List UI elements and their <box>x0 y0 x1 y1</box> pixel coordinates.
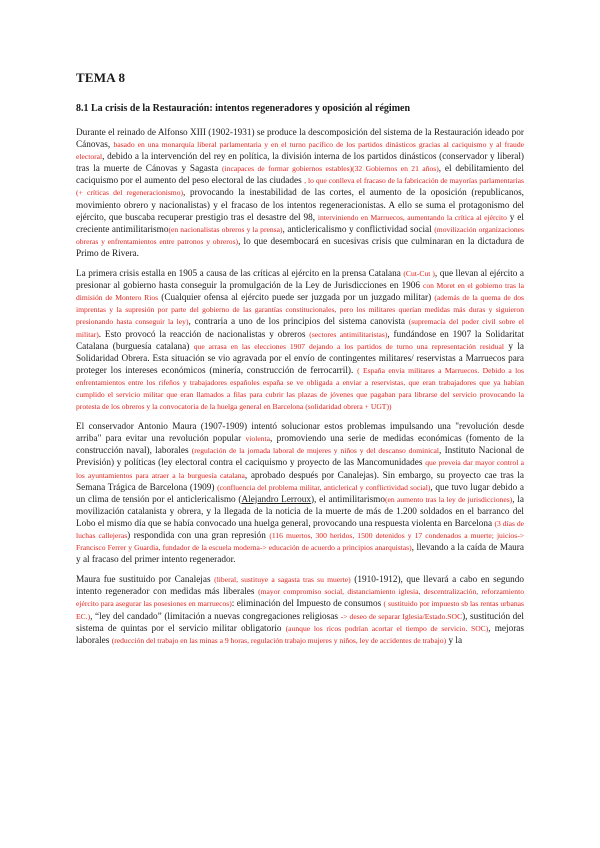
body-text: (1910-1912), que llevará a cabo en segundo intento regenerador con medidas más liberales <box>76 575 525 598</box>
body-text: , que llevan al ejército a presionar al gobierno hasta conseguir la promulgación de la Ley de Jurisdicciones en 1906 <box>76 269 524 292</box>
body-text: : eliminación del Impuesto de consumos <box>231 599 384 610</box>
annotation-note: violenta <box>245 434 270 444</box>
annotation-note: (en nacionalistas obreros y la prensa) <box>168 224 283 234</box>
body-text: . Esto provocó la reacción de nacionalistas y obreros <box>98 329 310 340</box>
annotation-note: (Cut-Cut ) <box>403 269 435 279</box>
annotation-note: (movilización organizaciones obreras y enfrentamientos entre patronos y obreros) <box>76 224 524 246</box>
body-text: , Instituto Nacional de Previsión) y políticas (ley electoral contra el caciquismo y proyecto de las Mancomunidades <box>76 446 525 469</box>
body-paragraph <box>76 268 524 413</box>
body-text: ), sustitución del sistema de quintas por el servicio militar obligatorio <box>76 611 524 634</box>
body-text: y la <box>446 635 463 646</box>
annotation-note: (regulación de la jornada laboral de mujeres y niños y del descanso dominical <box>191 446 440 456</box>
annotation-note: , lo que conlleva el fracaso de la fabricación de mayorías parlamentarias (+ críticas del regeneracionismo) <box>76 176 524 198</box>
annotation-note: (aunque los ricos podrían acortar el tiempo de servicio. SOC) <box>285 623 489 633</box>
annotation-note: (en aumento tras la ley de jurisdicciones) <box>384 494 513 504</box>
annotation-note: que preveía dar mayor control a los ayuntamientos para atraer a la burguesía catalana <box>76 458 524 480</box>
body-text: , promoviendo una serie de medidas económicas (fomento de la construcción naval), laborales <box>76 434 524 457</box>
body-text: , que tuvo lugar debido a un clima de tensión por el anticlericalismo ( <box>76 482 524 505</box>
underlined-text: Alejandro Lerroux <box>241 494 311 505</box>
body-paragraph <box>76 574 524 647</box>
body-text: , lo que desembocará en sucesivas crisis que culminaran en la dictadura de Primo de Rivera. <box>76 236 524 259</box>
body-text: , la movilización catalanista y obrera, y la llegada de la noticia de la muerte de más de 1.200 soldados en el barranco del Lobo el mismo día que se había convocado una huelga general, provocando una respuesta violenta en Barcelona <box>76 494 524 529</box>
body-text: , aprobado después por Canalejas). Sin embargo, su proyecto cae tras la Semana Trágica de Barcelona (1909) <box>76 470 524 493</box>
annotation-note: (mayor compromiso social, distanciamiento iglesia, descentralización, reforzamiento ejército para asegurar las posesiones en marruecos) <box>76 587 524 609</box>
body-text: y la Solidaridad Obrera. Esta situación se vio agravada por el envío de contingentes militares/ reservistas a Marruecos para proteger los intereses económicos (minería, construcción de ferrocarril). <box>76 341 524 376</box>
body-text: El conservador Antonio Maura (1907-1909) intentó solucionar estos problemas impulsando una "revolución desde arriba" para evitar una revolución popular <box>76 422 524 445</box>
annotation-note: (reducción del trabajo en las minas a 9 horas, regulación trabajo mujeres y niños, ley de accidentes de trabajo) <box>111 635 447 645</box>
annotation-note: (confluencia del problema militar, anticlerical y conflictividad social) <box>217 482 431 492</box>
body-text: La primera crisis estalla en 1905 a causa de las críticas al ejército en la prensa Catalana <box>76 269 404 280</box>
annotation-note: (sectores antimilitaristas) <box>309 329 388 339</box>
annotation-note: (liberal, sustituye a sagasta tras su muerte) <box>214 575 351 585</box>
body-text: ), el antimilitarismo <box>310 494 385 505</box>
annotation-note: -> deseo de separar Iglesia/Estado.SOC <box>340 611 463 621</box>
body-text: , anticlericalismo y conflictividad social <box>282 224 435 235</box>
annotation-note: (3 días de luchas callejeras <box>76 518 524 540</box>
body-text: , fundándose en 1907 la Solidaritat Catalana (burguesía catalana) <box>76 329 524 352</box>
body-text: , el debilitamiento del caciquismo por el aumento del peso electoral de las ciudades <box>76 164 524 187</box>
body-text: Durante el reinado de Alfonso XIII (1902-1931) se produce la descomposición del sistema de la Restauración ideado por Cánovas, <box>76 128 524 151</box>
body-text: , “ley del candado” (limitación a nuevas congregaciones religiosas <box>90 611 341 622</box>
annotation-note: basado en una monarquía liberal parlamentaria y en el turno pacífico de los partidos dinásticos gracias al caciquismo y al fraude electoral <box>76 140 524 162</box>
body-text: , mejoras laborales <box>76 623 524 646</box>
body-text: (Cualquier ofensa al ejército puede ser juzgada por un juzgado militar) <box>158 293 435 304</box>
body-paragraph <box>76 421 524 566</box>
annotation-note: (además de la quema de dos imprentas y la supresión por parte del gobierno de las garantías constitucionales, pero los militares querían medidas más duras y siguieron presionando hasta conseguir la ley) <box>76 293 524 327</box>
annotation-note: (116 muertos, 300 heridos, 1500 detenidos y 17 condenados a muerte; juicios-> Francisco Ferrer y Guardia, fundador de la escuela moderna-> educación de acuerdo a principios anarquistas) <box>76 531 525 553</box>
annotation-note: interviniendo en Marruecos, aumentando la crítica al ejército <box>317 212 507 222</box>
annotation-note: ( sustituido por impuesto sb las rentas urbanas EC.) <box>76 599 524 621</box>
body-text: , llevando a la caída de Maura y al fracaso del primer intento regenerador. <box>76 543 524 566</box>
body-text: ) respondida con una gran represión <box>127 531 270 541</box>
annotation-note: ( España envía militares a Marruecos. Debido a los enfrentamientos entre los rifeños y trabajadores españoles españa se ve obligada a enviar a reservistas, que eran trabajadores que ya habían cumplido el servicio militar que eran llamados a filas para cubrir las plazas de jóvenes que pagaban para librarse del servicio provocando la protesta de los obreros y la convocatoria de la huelga general en Barcelona (solidaridad obrera + UGT)) <box>76 365 524 412</box>
document-content <box>76 70 524 655</box>
annotation-note: con Moret en el gobierno tras la dimisión de Montero Rios <box>76 281 524 303</box>
section-heading: 8.1 La crisis de la Restauración: intentos regeneradores y oposición al régimen <box>76 103 411 114</box>
body-text: , provocando la inestabilidad de las cortes, el aumento de la oposición (republicanos, movimiento obrero y nacionalistas) y el fracaso de los intentos regeneracionistas. A ello se suma el protagonismo del ejército, que buscaba recuperar prestigio tras el desastre del 98, <box>76 188 524 223</box>
paragraphs-container <box>76 127 524 647</box>
body-text: , contraria a uno de los principios del sistema canovista <box>188 317 409 328</box>
annotation-note: (incapaces de formar gobiernos estables)(32 Gobiernos en 21 años) <box>222 164 439 174</box>
annotation-note: (supremacía del poder civil sobre el militar) <box>76 317 524 339</box>
annotation-note: que arrasa en las elecciones 1907 dejando a los partidos de turno una representación residual <box>193 341 504 351</box>
body-text: Maura fue sustituido por Canalejas <box>76 575 215 586</box>
page-title: TEMA 8 <box>76 70 126 85</box>
body-paragraph <box>76 127 524 260</box>
body-text: y el creciente antimilitarismo <box>76 212 524 235</box>
body-text: , debido a la intervención del rey en política, la división interna de los partidos dinásticos (conservador y liberal) tras la muerte de Cánovas y Sagasta <box>76 152 524 175</box>
